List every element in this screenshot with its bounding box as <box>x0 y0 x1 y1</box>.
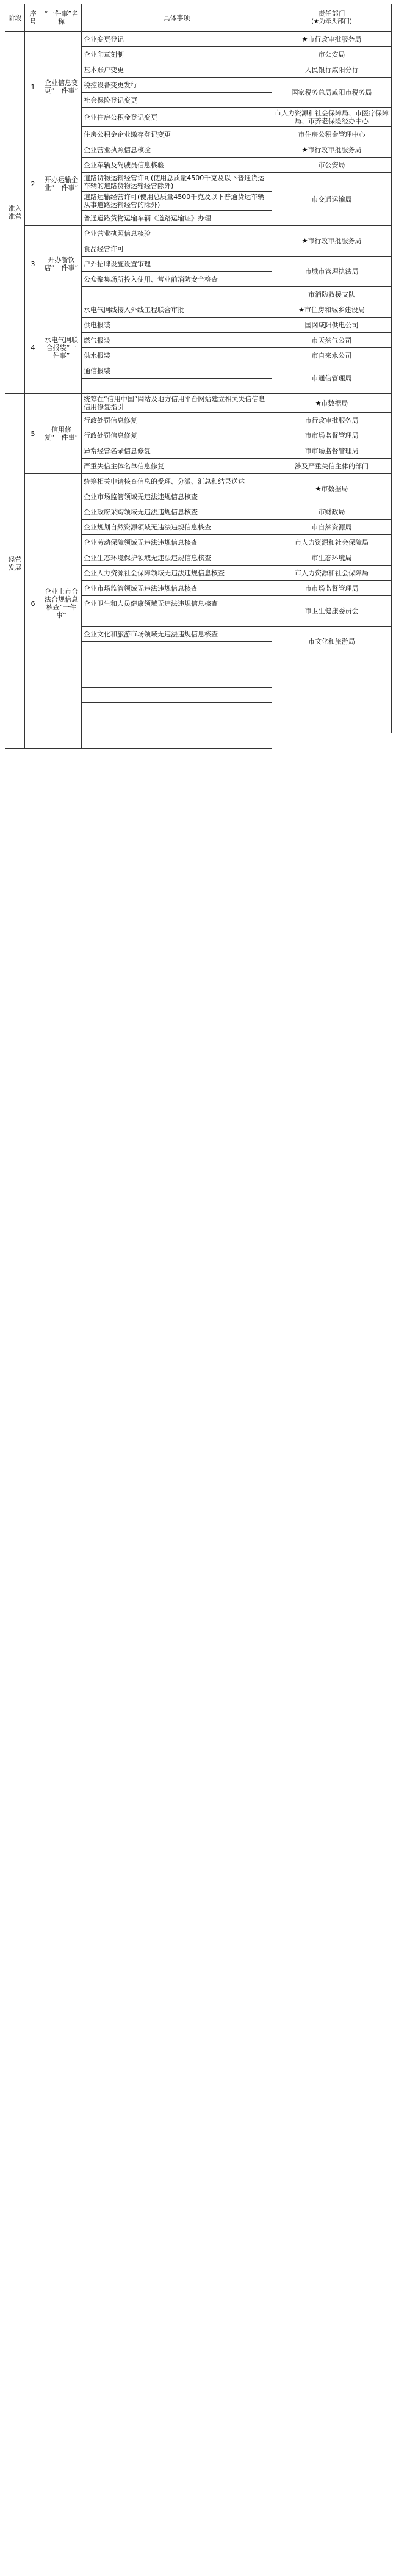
item-cell: 食品经营许可 <box>82 241 272 257</box>
item-cell <box>82 703 272 718</box>
dept-cell: 市市场监督管理局 <box>272 443 392 459</box>
item-cell: 燃气报装 <box>82 333 272 348</box>
item-cell: 企业住房公积金登记变更 <box>82 108 272 127</box>
stage-cell: 经营发展 <box>5 394 25 733</box>
name-cell: 企业信息变更“一件事” <box>41 32 82 142</box>
name-cell: 开办运输企业“一件事” <box>41 142 82 226</box>
table-row <box>5 302 392 318</box>
table-row <box>5 32 392 47</box>
table-body <box>5 32 392 749</box>
dept-cell: ★市行政审批服务局 <box>272 142 392 158</box>
dept-cell: 市人力资源和社会保障局 <box>272 566 392 581</box>
item-cell: 行政处罚信息修复 <box>82 428 272 443</box>
dept-cell: 市市场监督管理局 <box>272 581 392 596</box>
item-cell: 道路运输经营许可(使用总质量4500千克及以下普通货运车辆从事道路运输经营的除外) <box>82 192 272 211</box>
item-cell: 企业人力资源社会保障领域无违法违规信息核查 <box>82 566 272 581</box>
table-row <box>5 226 392 241</box>
dept-cell: 市生态环境局 <box>272 550 392 566</box>
header-dept-note: (★为牵头部门) <box>311 18 352 25</box>
item-cell <box>82 718 272 733</box>
dept-cell: ★市行政审批服务局 <box>272 226 392 257</box>
table-row <box>5 474 392 489</box>
dept-cell: 市公安局 <box>272 47 392 62</box>
dept-cell <box>272 657 392 733</box>
dept-cell: 市人力资源和社会保障局、市医疗保障局、市养老保险经办中心 <box>272 108 392 127</box>
header-name: “一件事”名称 <box>41 4 82 32</box>
dept-cell: 国网咸阳供电公司 <box>272 318 392 333</box>
item-cell: 通信报装 <box>82 363 272 379</box>
dept-cell: 市行政审批服务局 <box>272 413 392 428</box>
item-cell: 基本账户变更 <box>82 62 272 78</box>
item-cell: 供水报装 <box>82 348 272 363</box>
header-dept <box>272 4 392 32</box>
name-cell <box>25 733 41 749</box>
item-cell: 企业印章刻制 <box>82 47 272 62</box>
header-dept-title: 责任部门 <box>318 10 345 18</box>
number-cell: 2 <box>25 142 41 226</box>
item-cell: 企业政府采购领域无违法违规信息核查 <box>82 504 272 520</box>
item-cell <box>82 688 272 703</box>
item-cell: 住房公积金企业缴存登记变更 <box>82 127 272 142</box>
stage-cell: 准入准营 <box>5 32 25 394</box>
dept-cell: 市自来水公司 <box>272 348 392 363</box>
item-cell: 供电报装 <box>82 318 272 333</box>
item-cell <box>82 657 272 672</box>
item-cell: 企业劳动保障领域无违法违规信息核查 <box>82 535 272 550</box>
item-cell <box>82 611 272 627</box>
service-table <box>5 4 392 749</box>
item-cell: 企业规划自然资源领域无违法违规信息核查 <box>82 520 272 535</box>
dept-cell: 市市场监督管理局 <box>272 428 392 443</box>
number-cell: 6 <box>25 474 41 733</box>
header-stage: 阶段 <box>5 4 25 32</box>
item-cell <box>82 642 272 657</box>
item-cell: 道路货物运输经营许可(使用总质量4500千克及以下普通货运车辆的道路货物运输经营除外) <box>82 173 272 192</box>
item-cell: 统筹相关申请核查信息的受理、分派、汇总和结果送达 <box>82 474 272 489</box>
number-cell: 3 <box>25 226 41 302</box>
dept-cell: 市消防救援支队 <box>272 287 392 302</box>
dept-cell: 人民银行咸阳分行 <box>272 62 392 78</box>
item-cell: 公众聚集场所投入使用、营业前消防安全检查 <box>82 272 272 287</box>
dept-cell <box>82 733 272 749</box>
header-items: 具体事项 <box>82 4 272 32</box>
dept-cell: 市人力资源和社会保障局 <box>272 535 392 550</box>
dept-cell: 市天然气公司 <box>272 333 392 348</box>
table-row <box>5 394 392 413</box>
item-cell: 社会保险登记变更 <box>82 93 272 108</box>
item-cell: 企业变更登记 <box>82 32 272 47</box>
item-cell: 水电气网线接入外线工程联合审批 <box>82 302 272 318</box>
item-cell <box>41 733 82 749</box>
number-cell <box>5 733 25 749</box>
table-header <box>5 4 392 32</box>
dept-cell: ★市行政审批服务局 <box>272 32 392 47</box>
dept-cell: 市财政局 <box>272 504 392 520</box>
dept-cell: 市交通运输局 <box>272 173 392 226</box>
item-cell: 统筹在“信用中国”网站及地方信用平台网站建立相关失信信息信用修复指引 <box>82 394 272 413</box>
item-cell: 异常经营名录信息修复 <box>82 443 272 459</box>
dept-cell: ★市住房和城乡建设局 <box>272 302 392 318</box>
name-cell: 企业上市合法合规信息核查“一件事” <box>41 474 82 733</box>
item-cell: 企业文化和旅游市场领域无违法违规信息核查 <box>82 627 272 642</box>
document-page <box>0 0 396 749</box>
item-cell: 企业营业执照信息核验 <box>82 142 272 158</box>
dept-cell: 市住房公积金管理中心 <box>272 127 392 142</box>
item-cell: 企业市场监管领域无违法违规信息核查 <box>82 581 272 596</box>
table-row <box>5 733 392 749</box>
name-cell: 水电气网联合报装“一件事” <box>41 302 82 394</box>
dept-cell: 市通信管理局 <box>272 363 392 394</box>
item-cell: 普通道路货物运输车辆《道路运输证》办理 <box>82 211 272 226</box>
number-cell: 1 <box>25 32 41 142</box>
number-cell: 4 <box>25 302 41 394</box>
item-cell: 企业卫生和人员健康领域无违法违规信息核查 <box>82 596 272 611</box>
item-cell: 企业车辆及驾驶员信息核验 <box>82 158 272 173</box>
dept-cell: ★市数据局 <box>272 394 392 413</box>
dept-cell: ★市数据局 <box>272 474 392 504</box>
item-cell: 严重失信主体名单信息修复 <box>82 459 272 474</box>
item-cell: 行政处罚信息修复 <box>82 413 272 428</box>
dept-cell: 市公安局 <box>272 158 392 173</box>
item-cell: 企业生态环境保护领域无违法违规信息核查 <box>82 550 272 566</box>
name-cell: 开办餐饮店“一件事” <box>41 226 82 302</box>
header-number: 序号 <box>25 4 41 32</box>
number-cell: 5 <box>25 394 41 474</box>
dept-cell: 国家税务总局咸阳市税务局 <box>272 78 392 108</box>
item-cell: 企业市场监管领域无违法违规信息核查 <box>82 489 272 504</box>
dept-cell: 市卫生健康委员会 <box>272 596 392 627</box>
item-cell: 企业营业执照信息核验 <box>82 226 272 241</box>
dept-cell: 市城市管理执法局 <box>272 257 392 287</box>
item-cell <box>82 379 272 394</box>
dept-cell: 市文化和旅游局 <box>272 627 392 657</box>
item-cell: 税控设备变更发行 <box>82 78 272 93</box>
item-cell <box>82 672 272 688</box>
table-row <box>5 142 392 158</box>
name-cell: 信用修复“一件事” <box>41 394 82 474</box>
item-cell <box>82 287 272 302</box>
dept-cell: 涉及严重失信主体的部门 <box>272 459 392 474</box>
dept-cell: 市自然资源局 <box>272 520 392 535</box>
item-cell: 户外招牌设施设置审理 <box>82 257 272 272</box>
